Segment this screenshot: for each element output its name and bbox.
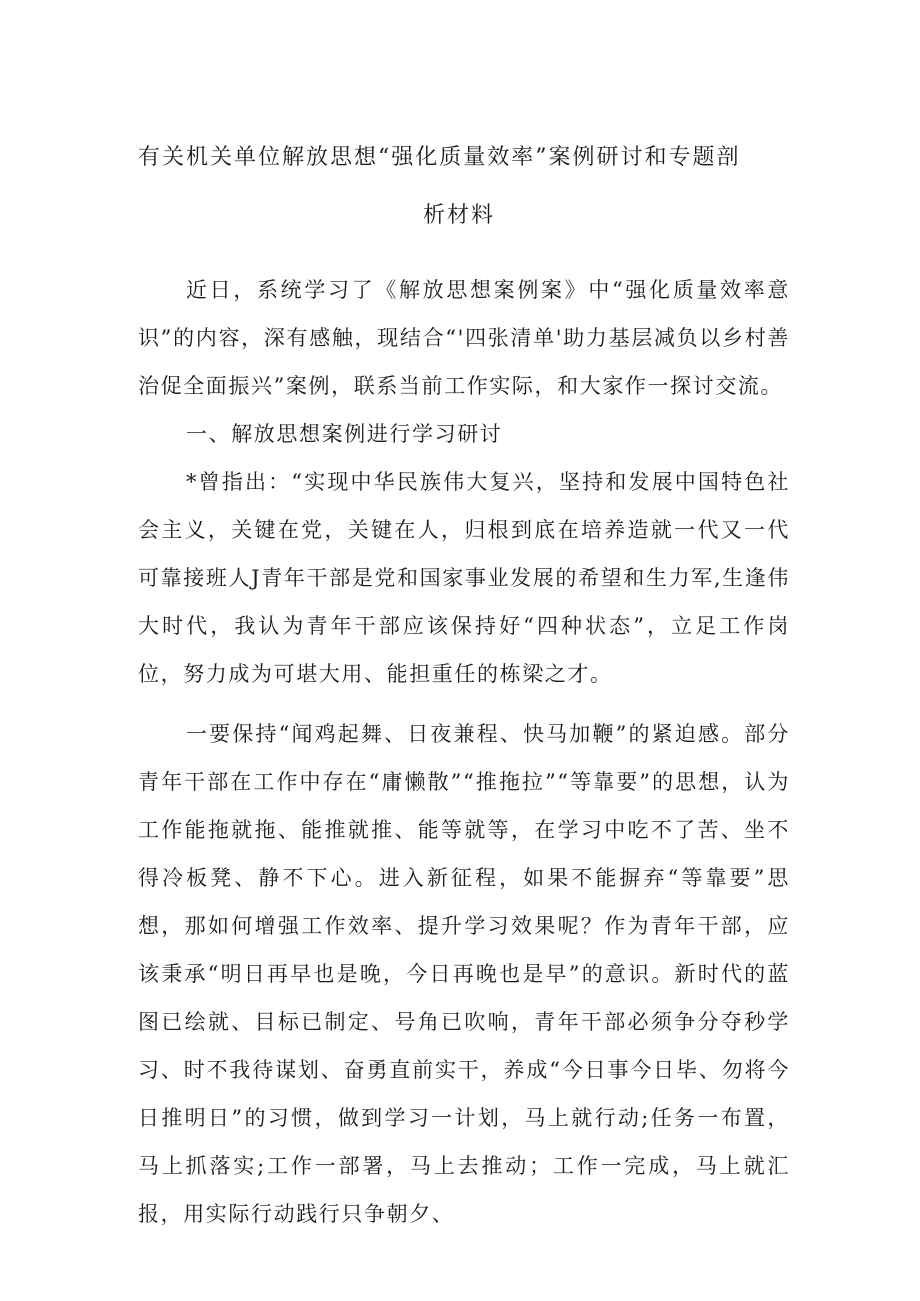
document-title-line-2: 析材料 xyxy=(423,203,496,228)
document-body xyxy=(138,266,790,1238)
paragraph-intro: 近日，系统学习了《解放思想案例案》中“强化质量效率意识”的内容，深有感触，现结合“'四张清单'助力基层减负以乡村善治促全面振兴”案例，联系当前工作实际，和大家作一探讨交流。 xyxy=(138,278,790,398)
paragraph-quote: *曾指出：“实现中华民族伟大复兴，坚持和发展中国特色社会主义，关键在党，关键在人，归根到底在培养造就一代又一代可靠接班人J青年干部是党和国家事业发展的希望和生力军,生逢伟大时代，我认为青年干部应该保持好“四种状态”，立足工作岗位，努力成为可堪大用、能担重任的栋梁之才。 xyxy=(138,470,790,686)
section-heading-1: 一、解放思想案例进行学习研讨 xyxy=(186,422,503,446)
paragraph-urgency: 一要保持“闻鸡起舞、日夜兼程、快马加鞭”的紧迫感。部分青年干部在工作中存在“庸懒散”“推拖拉”“等靠要”的思想，认为工作能拖就拖、能推就推、能等就等，在学习中吃不了苦、坐不得冷板凳、静不下心。进入新征程，如果不能摒弃“等靠要”思想，那如何增强工作效率、提升学习效果呢？作为青年干部，应该秉承“明日再早也是晚，今日再晚也是早”的意识。新时代的蓝图已绘就、目标已制定、号角已吹响，青年干部必须争分夺秒学习、时不我待谋划、奋勇直前实干，养成“今日事今日毕、勿将今日推明日”的习惯，做到学习一计划，马上就行动;任务一布置，马上抓落实;工作一部署，马上去推动；工作一完成，马上就汇报，用实际行动践行只争朝夕、 xyxy=(138,722,790,1226)
document-title-line-1: 有关机关单位解放思想“强化质量效率”案例研讨和专题剖 xyxy=(138,145,741,170)
